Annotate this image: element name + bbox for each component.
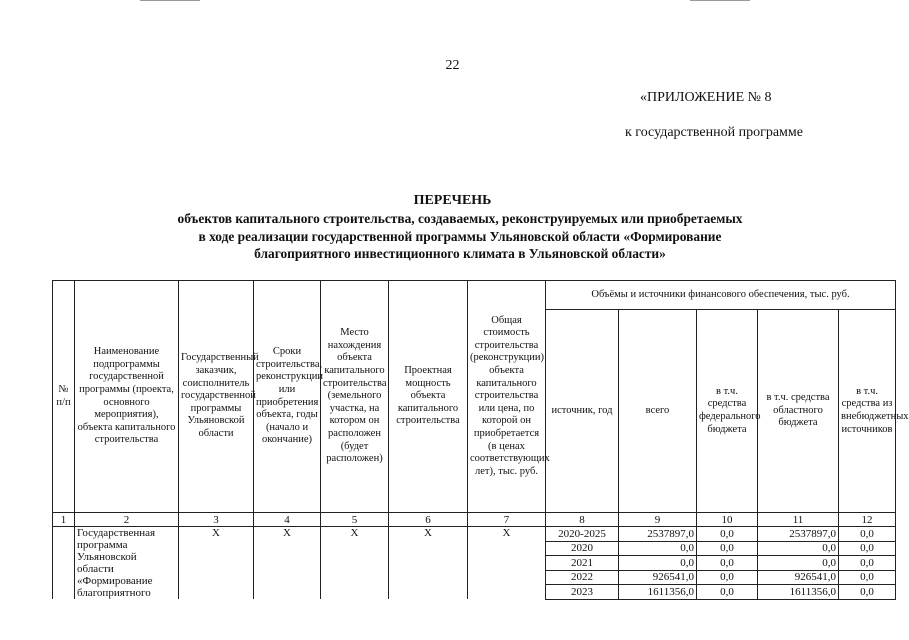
total-value: 0,0 <box>619 541 697 556</box>
source-year: 2020-2025 <box>546 527 619 542</box>
column-number: 4 <box>254 513 321 527</box>
extrabudget-value: 0,0 <box>839 556 896 571</box>
federal-value: 0,0 <box>697 541 758 556</box>
federal-value: 0,0 <box>697 527 758 542</box>
header-extrabudget: в т.ч. средства из внебюджетных источников <box>839 310 896 513</box>
header-source-year: источник, год <box>546 310 619 513</box>
header-financing-group: Объёмы и источники финансового обеспечения, тыс. руб. <box>546 281 896 310</box>
extrabudget-value: 0,0 <box>839 570 896 585</box>
header-capacity: Проектная мощность объекта капитального строительства <box>389 281 468 513</box>
column-numbers-row <box>53 513 896 527</box>
column-number: 1 <box>53 513 75 527</box>
document-title: ПЕРЕЧЕНЬ <box>413 193 492 208</box>
federal-value: 0,0 <box>697 556 758 571</box>
objects-table <box>52 280 909 600</box>
column-number: 8 <box>546 513 619 527</box>
program-name: Государственная программа Ульяновской области «Формирование благоприятного <box>75 527 179 600</box>
header-location: Место нахождения объекта капитального строительства (земельного участка, на котором он расположен (будет расположен) <box>321 281 389 513</box>
column-number: 9 <box>619 513 697 527</box>
federal-value: 0,0 <box>697 585 758 600</box>
total-value: 2537897,0 <box>619 527 697 542</box>
column-number: 5 <box>321 513 389 527</box>
total-value: 0,0 <box>619 556 697 571</box>
column-number: 12 <box>839 513 896 527</box>
column-number: 6 <box>389 513 468 527</box>
header-name: Наименование подпрограммы государственной программы (проекта, основного мероприятия), объекта капитального строительства <box>75 281 179 513</box>
column-number: 2 <box>75 513 179 527</box>
regional-value: 1611356,0 <box>758 585 839 600</box>
table-row <box>53 527 896 542</box>
header-cost: Общая стоимость строительства (реконструкции) объекта капитального строительства или цена, по которой он приобретается (в ценах соответствующих лет), тыс. руб. <box>468 281 546 513</box>
source-year: 2023 <box>546 585 619 600</box>
header-terms: Сроки строительства, реконструкции или приобретения объекта, годы (начало и окончание) <box>254 281 321 513</box>
regional-value: 0,0 <box>758 541 839 556</box>
extrabudget-value: 0,0 <box>839 541 896 556</box>
header-customer: Государственный заказчик, соисполнитель государственной программы Ульяновской области <box>179 281 254 513</box>
regional-value: 2537897,0 <box>758 527 839 542</box>
appendix-subtitle: к государственной программе <box>625 125 803 140</box>
subtitle-line: благоприятного инвестиционного климата в Ульяновской области» <box>254 246 666 261</box>
total-value: 926541,0 <box>619 570 697 585</box>
header-total: всего <box>619 310 697 513</box>
total-value: 1611356,0 <box>619 585 697 600</box>
program-customer: X <box>179 527 254 600</box>
source-year: 2022 <box>546 570 619 585</box>
program-terms: X <box>254 527 321 600</box>
program-location: X <box>321 527 389 600</box>
source-year: 2021 <box>546 556 619 571</box>
column-number: 7 <box>468 513 546 527</box>
subtitle-line: в ходе реализации государственной программы Ульяновской области «Формирование <box>198 228 722 244</box>
row-number-cell <box>53 527 75 600</box>
document-subtitle <box>100 210 820 263</box>
source-year: 2020 <box>546 541 619 556</box>
subtitle-line: объектов капитального строительства, создаваемых, реконструируемых или приобретаемых <box>177 211 743 226</box>
appendix-title: «ПРИЛОЖЕНИЕ № 8 <box>640 90 772 105</box>
header-regional: в т.ч. средства областного бюджета <box>758 310 839 513</box>
federal-value: 0,0 <box>697 570 758 585</box>
extrabudget-value: 0,0 <box>839 527 896 542</box>
extrabudget-value: 0,0 <box>839 585 896 600</box>
page-number: 22 <box>445 58 460 73</box>
scan-edge-line <box>690 0 750 1</box>
column-number: 11 <box>758 513 839 527</box>
program-capacity: X <box>389 527 468 600</box>
scan-edge-line <box>140 0 200 1</box>
column-number: 10 <box>697 513 758 527</box>
column-number: 3 <box>179 513 254 527</box>
regional-value: 0,0 <box>758 556 839 571</box>
header-number: № п/п <box>53 281 75 513</box>
program-cost: X <box>468 527 546 600</box>
header-federal: в т.ч. средства федерального бюджета <box>697 310 758 513</box>
regional-value: 926541,0 <box>758 570 839 585</box>
